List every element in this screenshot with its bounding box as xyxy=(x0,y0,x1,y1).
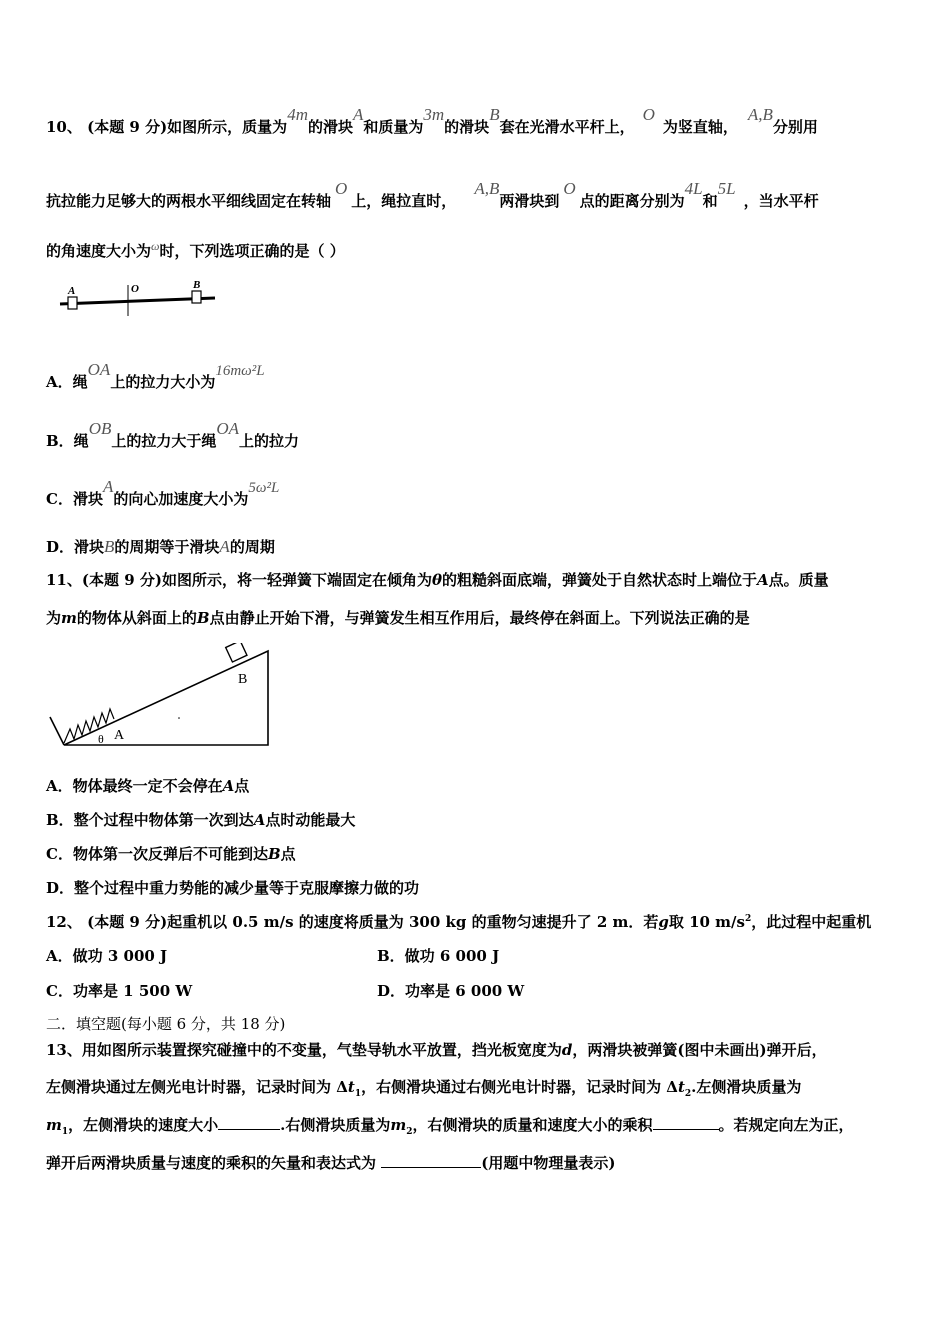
q11-line1 xyxy=(46,569,829,590)
rod-figure xyxy=(55,278,220,320)
option-text: D．整个过程中重力势能的减少量等于克服摩擦力做的功 xyxy=(46,879,420,897)
math-accel: 5ω²L xyxy=(248,480,280,496)
q11-text: 点由静止开始下滑，与弹簧发生相互作用后，最终停在斜面上。下列说法正确的是 xyxy=(209,609,750,627)
q12-option-b: B．做功 6 000 J xyxy=(377,947,500,965)
superscript: 2 xyxy=(744,914,752,924)
option-text: 的周期等于滑块 xyxy=(114,538,220,556)
option-text: B．整个过程中物体第一次到达 xyxy=(46,811,254,829)
q13-text: .右侧滑块质量为 xyxy=(280,1116,391,1134)
mass-m: m xyxy=(61,609,77,627)
option-text: 上的拉力大于绳 xyxy=(111,432,217,450)
q10-text: 两滑块到 xyxy=(499,192,560,210)
slider-b xyxy=(192,291,201,303)
subscript: 1 xyxy=(354,1089,362,1099)
q11-option-b xyxy=(46,809,355,830)
point-a: A xyxy=(756,571,769,589)
q13-text: ，两滑块被弹簧(图中未画出)弹开后， xyxy=(572,1041,827,1059)
option-text: 的向心加速度大小为 xyxy=(113,490,249,508)
q11-text: 的物体从斜面上的 xyxy=(76,609,197,627)
option-text: C．物体第一次反弹后不可能到达 xyxy=(46,845,268,863)
q13-text: 弹开后两滑块质量与速度的乘积的矢量和表达式为 xyxy=(46,1154,382,1172)
section-heading: 二．填空题(每小题 6 分，共 18 分) xyxy=(46,1015,286,1033)
subscript: 1 xyxy=(61,1127,69,1137)
q12-line1 xyxy=(46,911,871,932)
math-A: A xyxy=(352,105,364,124)
option-text: 点时动能最大 xyxy=(265,811,356,829)
mass-m: m xyxy=(390,1116,407,1134)
q10-text: ，当水平杆 xyxy=(743,192,819,210)
q13-text: .左侧滑块质量为 xyxy=(691,1078,802,1096)
answer-blank-2[interactable] xyxy=(653,1115,719,1130)
label-b: B xyxy=(238,672,248,687)
subscript: 2 xyxy=(406,1127,413,1137)
q13-text: ，左侧滑块的速度大小 xyxy=(68,1116,219,1134)
q10-text: 点的距离分别为 xyxy=(579,192,685,210)
math-AB: A,B xyxy=(474,179,500,198)
q11-option-c xyxy=(46,843,296,864)
q10-text: 分别用 xyxy=(772,118,818,136)
q12-text: 12、 (本题 9 分)起重机以 0.5 m/s 的速度将质量为 300 kg 的重物匀速提升了 2 m．若 xyxy=(46,913,659,931)
option-text: 上的拉力大小为 xyxy=(110,373,216,391)
math-4L: 4L xyxy=(684,179,703,198)
option-text: A．物体最终一定不会停在 xyxy=(46,777,223,795)
slider-a xyxy=(68,297,77,309)
option-text: C．滑块 xyxy=(46,490,103,508)
math-O: O xyxy=(335,179,348,198)
point-a: A xyxy=(253,811,266,829)
q11-option-a xyxy=(46,775,249,796)
q10-text: 为竖直轴， xyxy=(662,118,738,136)
option-text: D．滑块 xyxy=(46,538,105,556)
width-d: d xyxy=(561,1041,573,1059)
mass-m: m xyxy=(46,1116,62,1134)
q10-line3 xyxy=(46,240,345,261)
q12-text: 取 10 m/s xyxy=(668,913,745,931)
label-a: A xyxy=(114,728,125,743)
math-OA: OA xyxy=(216,419,240,438)
q10-option-d xyxy=(46,536,275,557)
q13-text: 。若规定向左为正， xyxy=(718,1116,854,1134)
option-text: 的周期 xyxy=(229,538,275,556)
q13-text: ，右侧滑块的质量和速度大小的乘积 xyxy=(412,1116,653,1134)
math-A: A xyxy=(102,477,114,496)
option-text: B．绳 xyxy=(46,432,89,450)
q10-text: 的角速度大小为 xyxy=(46,242,152,260)
point-a: A xyxy=(222,777,235,795)
q12-option-d: D．功率是 6 000 W xyxy=(377,982,525,1000)
math-force: 16mω²L xyxy=(215,363,265,379)
math-OA: OA xyxy=(87,360,111,379)
q10-option-b xyxy=(46,419,300,451)
gravity-g: g xyxy=(658,913,669,931)
math-4m: 4m xyxy=(287,105,308,124)
math-B: B xyxy=(104,537,115,556)
q11-text: 为 xyxy=(46,609,62,627)
q10-text: 和 xyxy=(702,192,718,210)
subscript: 2 xyxy=(684,1089,692,1099)
q10-text: 的滑块 xyxy=(444,118,490,136)
q10-line1 xyxy=(46,105,818,137)
option-text: 点 xyxy=(280,845,296,863)
label-a: A xyxy=(68,285,76,297)
label-b: B xyxy=(193,279,201,291)
q10-text: 和质量为 xyxy=(363,118,424,136)
dot xyxy=(178,717,180,719)
q11-text: 的粗糙斜面底端，弹簧处于自然状态时上端位于 xyxy=(441,571,757,589)
q11-line2 xyxy=(46,607,750,628)
q13-text: 13、用如图所示装置探究碰撞中的不变量，气垫导轨水平放置，挡光板宽度为 xyxy=(46,1041,562,1059)
incline xyxy=(64,651,268,745)
point-b: B xyxy=(196,609,210,627)
q12-text: ，此过程中起重机 xyxy=(751,913,872,931)
math-3m: 3m xyxy=(423,105,445,124)
q10-text: 10、 (本题 9 分)如图所示，质量为 xyxy=(46,118,288,136)
block xyxy=(226,643,247,662)
q10-text: 的滑块 xyxy=(307,118,353,136)
wall xyxy=(50,717,64,745)
incline-figure xyxy=(46,643,274,749)
option-text: 上的拉力 xyxy=(239,432,300,450)
q11-text: 11、(本题 9 分)如图所示，将一轻弹簧下端固定在倾角为 xyxy=(46,571,432,589)
q10-text: 套在光滑水平杆上， xyxy=(499,118,635,136)
time-t: t xyxy=(347,1078,355,1096)
q12-option-a: A．做功 3 000 J xyxy=(46,947,168,965)
q10-option-c xyxy=(46,477,280,509)
q13-line1 xyxy=(46,1039,827,1060)
math-B: B xyxy=(489,105,500,124)
theta-symbol: θ xyxy=(431,571,442,589)
q12-option-c: C．功率是 1 500 W xyxy=(46,982,193,1000)
math-OB: OB xyxy=(88,419,112,438)
q10-line2 xyxy=(46,179,819,211)
q13-line2 xyxy=(46,1076,801,1099)
math-5L: 5L xyxy=(717,179,736,198)
label-theta: θ xyxy=(98,732,104,746)
q13-line4 xyxy=(46,1152,615,1173)
option-text: 点 xyxy=(234,777,250,795)
answer-blank-1[interactable] xyxy=(218,1115,280,1130)
label-o: O xyxy=(131,283,139,295)
q10-text: 时，下列选项正确的是（ ） xyxy=(159,242,345,260)
answer-blank-3[interactable] xyxy=(381,1153,481,1168)
math-omega: ω xyxy=(151,239,160,253)
q13-text: 左侧滑块通过左侧光电计时器，记录时间为 Δ xyxy=(46,1078,348,1096)
math-O: O xyxy=(563,179,576,198)
math-AB: A,B xyxy=(747,105,773,124)
time-t: t xyxy=(677,1078,685,1096)
point-b: B xyxy=(267,845,281,863)
math-O: O xyxy=(642,105,655,124)
q13-line3 xyxy=(46,1114,854,1137)
option-text: A．绳 xyxy=(46,373,88,391)
q13-text: ，右侧滑块通过右侧光电计时器，记录时间为 Δ xyxy=(361,1078,678,1096)
q10-text: 抗拉能力足够大的两根水平细线固定在转轴 xyxy=(46,192,332,210)
q10-option-a xyxy=(46,360,265,392)
q11-option-d xyxy=(46,877,419,898)
q11-text: 点。质量 xyxy=(768,571,829,589)
q13-text: (用题中物理量表示) xyxy=(481,1154,616,1172)
math-A: A xyxy=(219,537,230,556)
q10-text: 上，绳拉直时， xyxy=(351,192,457,210)
